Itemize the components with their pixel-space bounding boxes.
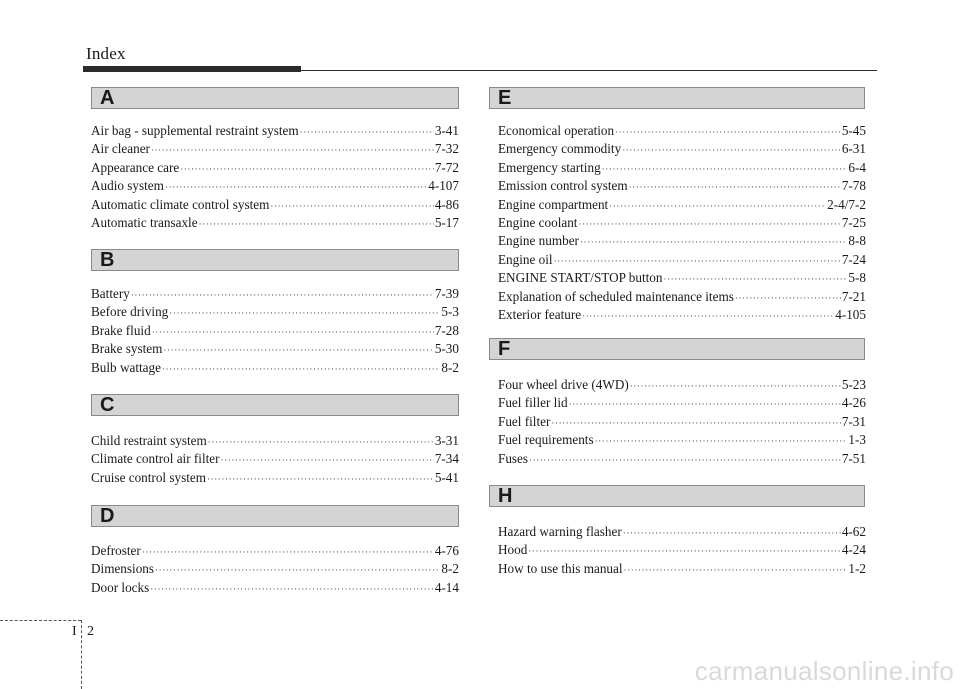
dot-leader: [569, 395, 841, 413]
index-entry-label: Dimensions: [91, 561, 155, 577]
footer-page-number: 2: [87, 624, 94, 639]
index-entry-label: Climate control air filter: [91, 451, 220, 467]
section-letter: D: [100, 505, 115, 527]
section-b-entries: [91, 285, 459, 377]
header-rule-thick: [83, 66, 301, 72]
index-entry-page: 5-3: [441, 304, 459, 320]
dot-leader: [663, 270, 847, 288]
index-entry-page: 7-32: [434, 141, 459, 157]
index-entry-page: 8-8: [848, 233, 866, 249]
index-entry: [498, 306, 866, 324]
index-entry-label: Engine number: [498, 233, 579, 249]
dot-leader: [151, 141, 434, 159]
index-entry: [91, 285, 459, 303]
index-entry-label: Exterior feature: [498, 306, 582, 322]
index-entry: [498, 450, 866, 468]
dot-leader: [551, 414, 840, 432]
section-a-entries: [91, 122, 459, 232]
index-entry-page: 7-51: [841, 450, 866, 466]
index-entry-label: Air bag - supplemental restraint system: [91, 123, 299, 138]
index-entry-label: Audio system: [91, 178, 164, 194]
index-entry-page: 7-39: [434, 286, 459, 301]
dot-leader: [162, 360, 440, 378]
index-entry-label: Brake fluid: [91, 322, 151, 338]
index-entry-label: ENGINE START/STOP button: [498, 270, 663, 286]
index-entry-label: Fuses: [498, 450, 529, 466]
index-entry: [91, 159, 459, 177]
index-entry-page: 4-26: [841, 395, 866, 411]
section-header-f: [489, 338, 865, 360]
index-entry-label: Emergency starting: [498, 159, 601, 175]
index-entry-page: 4-62: [841, 524, 866, 539]
index-entry-label: Hazard warning flasher: [498, 524, 622, 539]
index-entry-label: Automatic transaxle: [91, 214, 198, 230]
index-entry-page: 5-23: [841, 377, 866, 392]
dot-leader: [131, 286, 434, 304]
dot-leader: [221, 451, 434, 469]
dot-leader: [300, 123, 434, 141]
index-entry-label: Cruise control system: [91, 469, 207, 485]
index-entry-page: 5-30: [434, 341, 459, 357]
index-entry: [498, 251, 866, 269]
index-entry-label: Economical operation: [498, 123, 615, 138]
index-entry-page: 4-86: [434, 196, 459, 212]
section-letter: H: [498, 485, 513, 507]
index-entry: [498, 122, 866, 140]
index-entry: [498, 523, 866, 541]
index-entry: [91, 450, 459, 468]
index-entry-label: Four wheel drive (4WD): [498, 377, 629, 392]
index-entry: [498, 376, 866, 394]
index-entry-page: 8-2: [441, 561, 459, 577]
index-entry: [498, 196, 866, 214]
index-entry-label: Door locks: [91, 579, 150, 595]
dot-leader: [155, 561, 440, 579]
dot-leader: [152, 323, 434, 341]
index-entry-label: Automatic climate control system: [91, 196, 270, 212]
dot-leader: [207, 470, 434, 488]
dot-leader: [735, 289, 841, 307]
index-entry-label: Child restraint system: [91, 433, 207, 448]
dot-leader: [529, 451, 841, 469]
index-entry: [498, 269, 866, 287]
section-header-h: [489, 485, 865, 507]
index-entry-page: 4-105: [835, 306, 866, 322]
index-entry-label: Battery: [91, 286, 130, 301]
index-entry: [91, 177, 459, 195]
dot-leader: [622, 141, 841, 159]
index-entry-page: 7-24: [841, 251, 866, 267]
index-entry-label: Emission control system: [498, 178, 628, 194]
page-title: Index: [86, 44, 126, 63]
section-header-d: [91, 505, 459, 527]
index-entry-label: Defroster: [91, 543, 141, 558]
index-entry-label: Fuel filter: [498, 413, 551, 429]
section-header-a: [91, 87, 459, 109]
index-entry-page: 2-4/7-2: [827, 196, 866, 212]
index-entry: [91, 303, 459, 321]
index-entry-page: 6-4: [848, 159, 866, 175]
index-entry-page: 5-8: [848, 270, 866, 286]
index-entry: [498, 431, 866, 449]
section-letter: A: [100, 87, 115, 109]
section-letter: C: [100, 394, 115, 416]
section-letter: B: [100, 249, 115, 271]
dot-leader: [199, 215, 434, 233]
section-e-entries: [498, 122, 866, 324]
section-header-b: [91, 249, 459, 271]
index-entry: [91, 579, 459, 597]
index-entry: [91, 542, 459, 560]
index-entry-page: 4-24: [841, 542, 866, 558]
index-entry-page: 1-2: [848, 560, 866, 576]
index-entry-page: 3-31: [434, 433, 459, 448]
header-rule-thin: [301, 70, 877, 71]
index-entry-label: Air cleaner: [91, 141, 150, 157]
index-entry: [498, 288, 866, 306]
index-entry-page: 7-25: [841, 214, 866, 230]
dot-leader: [580, 233, 847, 251]
index-entry-page: 1-3: [848, 432, 866, 448]
index-entry-page: 7-34: [434, 451, 459, 467]
footer-section-number: I: [72, 624, 77, 639]
index-entry: [91, 469, 459, 487]
watermark: carmanualsonline.info: [694, 656, 954, 686]
index-entry: [91, 340, 459, 358]
dot-leader: [630, 377, 841, 395]
index-entry-page: 5-17: [434, 214, 459, 230]
dot-leader: [629, 178, 841, 196]
dot-leader: [169, 304, 440, 322]
dot-leader: [142, 543, 434, 561]
index-entry: [91, 122, 459, 140]
index-entry: [91, 359, 459, 377]
index-entry: [91, 432, 459, 450]
section-letter: E: [498, 87, 512, 109]
index-entry-label: Engine compartment: [498, 196, 609, 212]
index-entry: [498, 394, 866, 412]
index-entry: [498, 159, 866, 177]
dot-leader: [163, 341, 433, 359]
index-entry: [91, 214, 459, 232]
index-entry: [498, 560, 866, 578]
index-entry-label: Fuel requirements: [498, 432, 594, 448]
index-entry: [91, 322, 459, 340]
index-entry: [91, 140, 459, 158]
dot-leader: [150, 580, 434, 598]
section-letter: F: [498, 338, 511, 360]
dot-leader: [609, 197, 826, 215]
index-entry-label: Hood: [498, 542, 528, 558]
section-d-entries: [91, 542, 459, 597]
index-entry: [91, 560, 459, 578]
dot-leader: [528, 542, 841, 560]
index-entry: [498, 177, 866, 195]
dot-leader: [582, 307, 834, 325]
index-entry-page: 6-31: [841, 141, 866, 157]
dot-leader: [208, 433, 434, 451]
index-entry-page: 5-41: [434, 469, 459, 485]
section-h-entries: [498, 523, 866, 578]
dot-leader: [270, 197, 433, 215]
dot-leader: [578, 215, 840, 233]
footer-crop-line-vertical: [81, 620, 82, 689]
section-header-e: [489, 87, 865, 109]
index-entry-label: Bulb wattage: [91, 359, 161, 375]
index-entry: [91, 196, 459, 214]
index-entry-page: 7-31: [841, 413, 866, 429]
index-entry-label: Engine coolant: [498, 214, 578, 230]
index-entry-label: Fuel filler lid: [498, 395, 568, 411]
dot-leader: [623, 524, 841, 542]
index-entry-page: 7-21: [841, 288, 866, 304]
dot-leader: [165, 178, 427, 196]
index-entry-page: 7-28: [434, 322, 459, 338]
index-entry-label: Explanation of scheduled maintenance items: [498, 288, 734, 304]
index-entry-label: Emergency commodity: [498, 141, 622, 157]
index-entry-label: How to use this manual: [498, 560, 623, 576]
index-entry: [498, 140, 866, 158]
dot-leader: [602, 160, 848, 178]
index-entry-label: Brake system: [91, 341, 163, 357]
section-c-entries: [91, 432, 459, 487]
dot-leader: [180, 160, 434, 178]
index-entry-page: 4-107: [428, 178, 459, 194]
dot-leader: [615, 123, 841, 141]
index-entry-label: Appearance care: [91, 159, 180, 175]
index-entry-page: 7-72: [434, 159, 459, 175]
index-entry-page: 4-14: [434, 579, 459, 595]
index-entry: [498, 541, 866, 559]
index-entry: [498, 413, 866, 431]
index-entry-label: Before driving: [91, 304, 169, 320]
section-f-entries: [498, 376, 866, 468]
index-entry-label: Engine oil: [498, 251, 553, 267]
index-entry-page: 8-2: [441, 359, 459, 375]
index-entry-page: 5-45: [841, 123, 866, 138]
index-entry-page: 7-78: [841, 178, 866, 194]
dot-leader: [595, 432, 848, 450]
index-entry: [498, 214, 866, 232]
index-entry: [498, 232, 866, 250]
index-entry-page: 4-76: [434, 543, 459, 558]
section-header-c: [91, 394, 459, 416]
footer-crop-line-horizontal: [0, 620, 81, 621]
index-entry-page: 3-41: [434, 123, 459, 138]
dot-leader: [624, 561, 848, 579]
dot-leader: [554, 252, 841, 270]
